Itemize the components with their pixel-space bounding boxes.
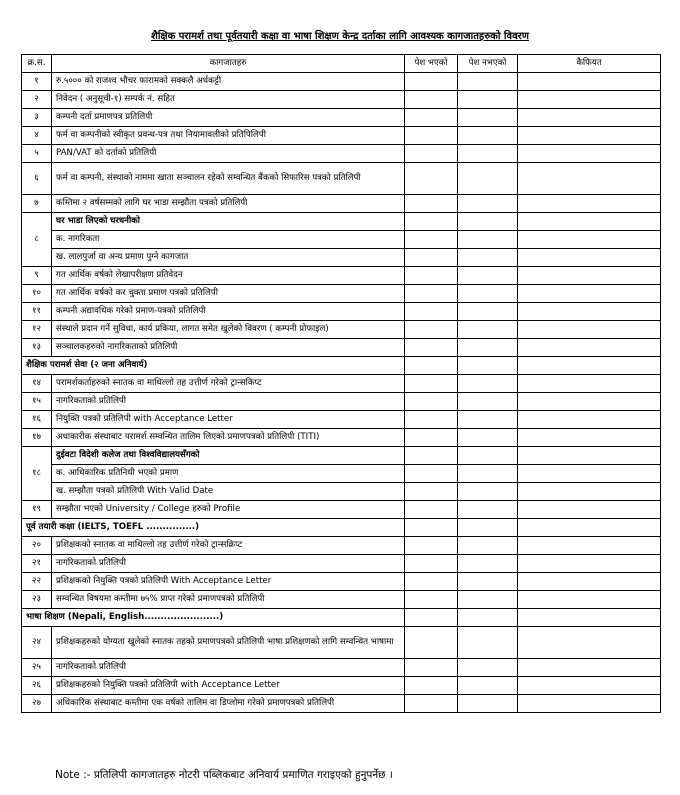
- submitted-cell[interactable]: [405, 573, 458, 591]
- not-submitted-cell[interactable]: [458, 163, 518, 195]
- remarks-cell[interactable]: [518, 519, 661, 537]
- row-sn: ५: [22, 145, 52, 163]
- table-header-row: [22, 55, 661, 73]
- row-text: प्रशिक्षकहरुको योग्यता खुलेको स्नातक तहको प्रमाणपत्रको प्रतिलिपी भाषा प्रशिक्षणको लागि सम्वन्धित भाषामा: [52, 627, 405, 659]
- submitted-cell[interactable]: [405, 411, 458, 429]
- remarks-cell[interactable]: [518, 73, 661, 91]
- table-row: [22, 321, 661, 339]
- remarks-cell[interactable]: [518, 163, 661, 195]
- not-submitted-cell[interactable]: [458, 677, 518, 695]
- remarks-cell[interactable]: [518, 109, 661, 127]
- submitted-cell[interactable]: [405, 519, 458, 537]
- not-submitted-cell[interactable]: [458, 447, 518, 465]
- submitted-cell[interactable]: [405, 127, 458, 145]
- submitted-cell[interactable]: [405, 483, 458, 501]
- submitted-cell[interactable]: [405, 145, 458, 163]
- row-text: नागरिकताको प्रतिलिपी: [52, 555, 405, 573]
- remarks-cell[interactable]: [518, 447, 661, 465]
- row-text: फर्म वा कम्पनीको स्वीकृत प्रवन्ध-पत्र तथा नियामावलीको प्रतिपिलिपी: [52, 127, 405, 145]
- remarks-cell[interactable]: [518, 393, 661, 411]
- table-row: [22, 695, 661, 713]
- row-sn: ११: [22, 303, 52, 321]
- not-submitted-cell[interactable]: [458, 501, 518, 519]
- section-heading-language: भाषा शिक्षण (Nepali, English.......................): [22, 609, 405, 627]
- row-text: सम्झौता भएको University / College हरुको Profile: [52, 501, 405, 519]
- submitted-cell[interactable]: [405, 465, 458, 483]
- row-text: रु.५००० को राजश्व भौचर फारामको सक्कलै अर्धकट्टी: [52, 73, 405, 91]
- table-row: [22, 573, 661, 591]
- table-row: [22, 555, 661, 573]
- row-heading: घर भाडा लिएको घरधनीको: [52, 213, 405, 231]
- submitted-cell[interactable]: [405, 109, 458, 127]
- row-sn: २: [22, 91, 52, 109]
- not-submitted-cell[interactable]: [458, 483, 518, 501]
- not-submitted-cell[interactable]: [458, 519, 518, 537]
- submitted-cell[interactable]: [405, 321, 458, 339]
- table-row: [22, 677, 661, 695]
- row-sn: १४: [22, 375, 52, 393]
- row-text: प्रशिक्षकको नियुक्ति पत्रको प्रतिलिपी With Acceptance Letter: [52, 573, 405, 591]
- row-text: कम्तिमा २ वर्षसम्मको लागि घर भाडा सम्झौता पत्रको प्रतिलिपी: [52, 195, 405, 213]
- row-text: अधाकारीक संस्थाबाट परामर्श सम्वन्धित तालिम लिएको प्रमाणपत्रको प्रतिलिपी (TITI): [52, 429, 405, 447]
- row-text: निवेदन ( अनुसूची-१) सम्पर्क नं. सहित: [52, 91, 405, 109]
- submitted-cell[interactable]: [405, 267, 458, 285]
- section-row: [22, 519, 661, 537]
- table-row: [22, 213, 661, 231]
- table-row: [22, 267, 661, 285]
- not-submitted-cell[interactable]: [458, 321, 518, 339]
- remarks-cell[interactable]: [518, 375, 661, 393]
- table-row: [22, 375, 661, 393]
- table-subrow: [22, 231, 661, 249]
- row-sn: ८: [22, 213, 52, 267]
- table-row: [22, 285, 661, 303]
- not-submitted-cell[interactable]: [458, 393, 518, 411]
- row-sn: १२: [22, 321, 52, 339]
- submitted-cell[interactable]: [405, 659, 458, 677]
- submitted-cell[interactable]: [405, 163, 458, 195]
- submitted-cell[interactable]: [405, 249, 458, 267]
- table-subrow: [22, 249, 661, 267]
- header-not-submitted: पेश नभएको: [458, 55, 518, 73]
- not-submitted-cell[interactable]: [458, 231, 518, 249]
- not-submitted-cell[interactable]: [458, 555, 518, 573]
- not-submitted-cell[interactable]: [458, 659, 518, 677]
- header-remarks: कैफियत: [518, 55, 661, 73]
- table-row: [22, 591, 661, 609]
- not-submitted-cell[interactable]: [458, 695, 518, 713]
- row-text: ख. लालपुर्जा वा अन्य प्रमाण पुग्ने कागजात: [52, 249, 405, 267]
- row-sn: ३: [22, 109, 52, 127]
- table-row: [22, 127, 661, 145]
- row-sn: १०: [22, 285, 52, 303]
- remarks-cell[interactable]: [518, 429, 661, 447]
- row-text: नागरिकताको प्रतिलिपी: [52, 659, 405, 677]
- table-row: [22, 627, 661, 659]
- not-submitted-cell[interactable]: [458, 285, 518, 303]
- row-text: PAN/VAT को दर्ताको प्रतिलिपी: [52, 145, 405, 163]
- row-text: गत आर्थिक वर्षको कर चुक्ता प्रमाण पत्रको प्रतिलिपी: [52, 285, 405, 303]
- remarks-cell[interactable]: [518, 127, 661, 145]
- not-submitted-cell[interactable]: [458, 429, 518, 447]
- not-submitted-cell[interactable]: [458, 303, 518, 321]
- submitted-cell[interactable]: [405, 375, 458, 393]
- row-text: क. नागरिकता: [52, 231, 405, 249]
- submitted-cell[interactable]: [405, 537, 458, 555]
- remarks-cell[interactable]: [518, 411, 661, 429]
- row-sn: १९: [22, 501, 52, 519]
- row-text: सञ्चालकहरुको नागरिकताको प्रतिलिपी: [52, 339, 405, 357]
- remarks-cell[interactable]: [518, 483, 661, 501]
- not-submitted-cell[interactable]: [458, 357, 518, 375]
- table-row: [22, 447, 661, 465]
- submitted-cell[interactable]: [405, 677, 458, 695]
- submitted-cell[interactable]: [405, 447, 458, 465]
- table-row: [22, 429, 661, 447]
- not-submitted-cell[interactable]: [458, 213, 518, 231]
- row-text: क. आधिकारिक प्रतिनिधी भएको प्रमाण: [52, 465, 405, 483]
- not-submitted-cell[interactable]: [458, 249, 518, 267]
- not-submitted-cell[interactable]: [458, 195, 518, 213]
- row-sn: १८: [22, 447, 52, 501]
- submitted-cell[interactable]: [405, 555, 458, 573]
- remarks-cell[interactable]: [518, 627, 661, 659]
- row-text: गत आर्थिक वर्षको लेखापरीक्षण प्रतिवेदन: [52, 267, 405, 285]
- remarks-cell[interactable]: [518, 677, 661, 695]
- not-submitted-cell[interactable]: [458, 411, 518, 429]
- remarks-cell[interactable]: [518, 195, 661, 213]
- row-heading: दुईवटा विदेशी कलेज तथा विश्वविद्यालयसँगको: [52, 447, 405, 465]
- remarks-cell[interactable]: [518, 213, 661, 231]
- remarks-cell[interactable]: [518, 339, 661, 357]
- header-documents: कागजातहरु: [52, 55, 405, 73]
- remarks-cell[interactable]: [518, 357, 661, 375]
- not-submitted-cell[interactable]: [458, 145, 518, 163]
- table-row: [22, 145, 661, 163]
- row-sn: २०: [22, 537, 52, 555]
- table-row: [22, 303, 661, 321]
- row-text: प्रशिक्षकहरुको नियुक्ति पत्रको प्रतिलिपी with Acceptance Letter: [52, 677, 405, 695]
- row-sn: ४: [22, 127, 52, 145]
- row-text: नागरिकताको प्रतिलिपी: [52, 393, 405, 411]
- row-text: कम्पनी दर्ता प्रमाणपत्र प्रतिलिपी: [52, 109, 405, 127]
- header-submitted: पेश भएको: [405, 55, 458, 73]
- table-row: [22, 91, 661, 109]
- submitted-cell[interactable]: [405, 393, 458, 411]
- submitted-cell[interactable]: [405, 501, 458, 519]
- row-sn: २१: [22, 555, 52, 573]
- submitted-cell[interactable]: [405, 285, 458, 303]
- row-text: कम्पनी अद्यावधिक गरेको प्रमाण-पत्रको प्रतिलिपी: [52, 303, 405, 321]
- remarks-cell[interactable]: [518, 267, 661, 285]
- table-row: [22, 501, 661, 519]
- submitted-cell[interactable]: [405, 695, 458, 713]
- remarks-cell[interactable]: [518, 695, 661, 713]
- row-text: परामर्शकर्ताहरुको स्नातक वा माथिल्लो तह उत्तीर्ण गरेको ट्रान्सकिप्ट: [52, 375, 405, 393]
- table-row: [22, 393, 661, 411]
- not-submitted-cell[interactable]: [458, 73, 518, 91]
- table-row: [22, 195, 661, 213]
- remarks-cell[interactable]: [518, 537, 661, 555]
- remarks-cell[interactable]: [518, 91, 661, 109]
- submitted-cell[interactable]: [405, 195, 458, 213]
- remarks-cell[interactable]: [518, 321, 661, 339]
- submitted-cell[interactable]: [405, 73, 458, 91]
- remarks-cell[interactable]: [518, 555, 661, 573]
- row-text: फर्म वा कम्पनी, संस्थाको नाममा खाता सञ्चालन रहेको सम्वन्धित बैंकको सिफारिस पत्रको प्रतिलिपी: [52, 163, 405, 195]
- table-row: [22, 659, 661, 677]
- submitted-cell[interactable]: [405, 231, 458, 249]
- row-sn: २४: [22, 627, 52, 659]
- table-row: [22, 73, 661, 91]
- submitted-cell[interactable]: [405, 213, 458, 231]
- row-sn: ९: [22, 267, 52, 285]
- remarks-cell[interactable]: [518, 465, 661, 483]
- row-text: प्रशिक्षकको स्नातक वा माथिल्लो तह उत्तीर्ण गरेको ट्रान्सक्रिप्ट: [52, 537, 405, 555]
- section-row: [22, 609, 661, 627]
- table-row: [22, 339, 661, 357]
- not-submitted-cell[interactable]: [458, 91, 518, 109]
- remarks-cell[interactable]: [518, 659, 661, 677]
- not-submitted-cell[interactable]: [458, 465, 518, 483]
- row-sn: २३: [22, 591, 52, 609]
- row-text: नियुक्ति पत्रको प्रतिलिपी with Acceptance Letter: [52, 411, 405, 429]
- not-submitted-cell[interactable]: [458, 375, 518, 393]
- section-heading-preparation: पूर्व तयारी कक्षा (IELTS, TOEFL ...............): [22, 519, 405, 537]
- submitted-cell[interactable]: [405, 429, 458, 447]
- not-submitted-cell[interactable]: [458, 627, 518, 659]
- not-submitted-cell[interactable]: [458, 127, 518, 145]
- remarks-cell[interactable]: [518, 249, 661, 267]
- submitted-cell[interactable]: [405, 91, 458, 109]
- table-row: [22, 163, 661, 195]
- row-text: ख. सम्झौता पत्रको प्रतिलिपी With Valid Date: [52, 483, 405, 501]
- table-row: [22, 411, 661, 429]
- submitted-cell[interactable]: [405, 339, 458, 357]
- documents-table: [21, 54, 661, 713]
- section-row: [22, 357, 661, 375]
- remarks-cell[interactable]: [518, 285, 661, 303]
- submitted-cell[interactable]: [405, 609, 458, 627]
- remarks-cell[interactable]: [518, 145, 661, 163]
- row-sn: ६: [22, 163, 52, 195]
- row-sn: २२: [22, 573, 52, 591]
- row-sn: १६: [22, 411, 52, 429]
- not-submitted-cell[interactable]: [458, 591, 518, 609]
- submitted-cell[interactable]: [405, 303, 458, 321]
- remarks-cell[interactable]: [518, 501, 661, 519]
- not-submitted-cell[interactable]: [458, 267, 518, 285]
- row-sn: १७: [22, 429, 52, 447]
- row-sn: १३: [22, 339, 52, 357]
- not-submitted-cell[interactable]: [458, 573, 518, 591]
- document-title: शैक्षिक परामर्श तथा पूर्वतयारी कक्षा वा भाषा शिक्षण केन्द्र दर्ताका लागि आवश्यक कागजातहरुको विवरण: [151, 31, 529, 42]
- submitted-cell[interactable]: [405, 357, 458, 375]
- remarks-cell[interactable]: [518, 573, 661, 591]
- not-submitted-cell[interactable]: [458, 609, 518, 627]
- row-sn: १: [22, 73, 52, 91]
- remarks-cell[interactable]: [518, 609, 661, 627]
- row-sn: २५: [22, 659, 52, 677]
- footer-note: Note :- प्रतिलिपी कागजातहरु नोटरी पब्लिकबाट अनिवार्य प्रमाणित गराइएको हुनुपर्नेछ ।: [55, 769, 393, 781]
- table-subrow: [22, 465, 661, 483]
- row-sn: २७: [22, 695, 52, 713]
- remarks-cell[interactable]: [518, 303, 661, 321]
- not-submitted-cell[interactable]: [458, 537, 518, 555]
- row-sn: २६: [22, 677, 52, 695]
- row-text: संस्थाले प्रदान गर्ने सुविधा, कार्य प्रकिया, लागत समेत खुलेको विवरण ( कम्पनी प्रोफाइल): [52, 321, 405, 339]
- not-submitted-cell[interactable]: [458, 339, 518, 357]
- table-row: [22, 109, 661, 127]
- section-heading-counseling: शैक्षिक परामर्श सेवा (२ जना अनिवार्य): [22, 357, 405, 375]
- remarks-cell[interactable]: [518, 591, 661, 609]
- row-sn: ७: [22, 195, 52, 213]
- row-text: अधिकारिक संस्थाबाट कम्तीमा एक वर्षको तालिम वा डिप्लोमा गरेको प्रमाणपत्रको प्रतिलिपी: [52, 695, 405, 713]
- not-submitted-cell[interactable]: [458, 109, 518, 127]
- row-sn: १५: [22, 393, 52, 411]
- submitted-cell[interactable]: [405, 591, 458, 609]
- table-row: [22, 537, 661, 555]
- submitted-cell[interactable]: [405, 627, 458, 659]
- table-subrow: [22, 483, 661, 501]
- row-text: सम्वन्धित विषयमा कम्तीमा ७५% प्राप्त गरेको प्रमाणपत्रको प्रतिलिपी: [52, 591, 405, 609]
- header-sn: क्र.स.: [22, 55, 52, 73]
- remarks-cell[interactable]: [518, 231, 661, 249]
